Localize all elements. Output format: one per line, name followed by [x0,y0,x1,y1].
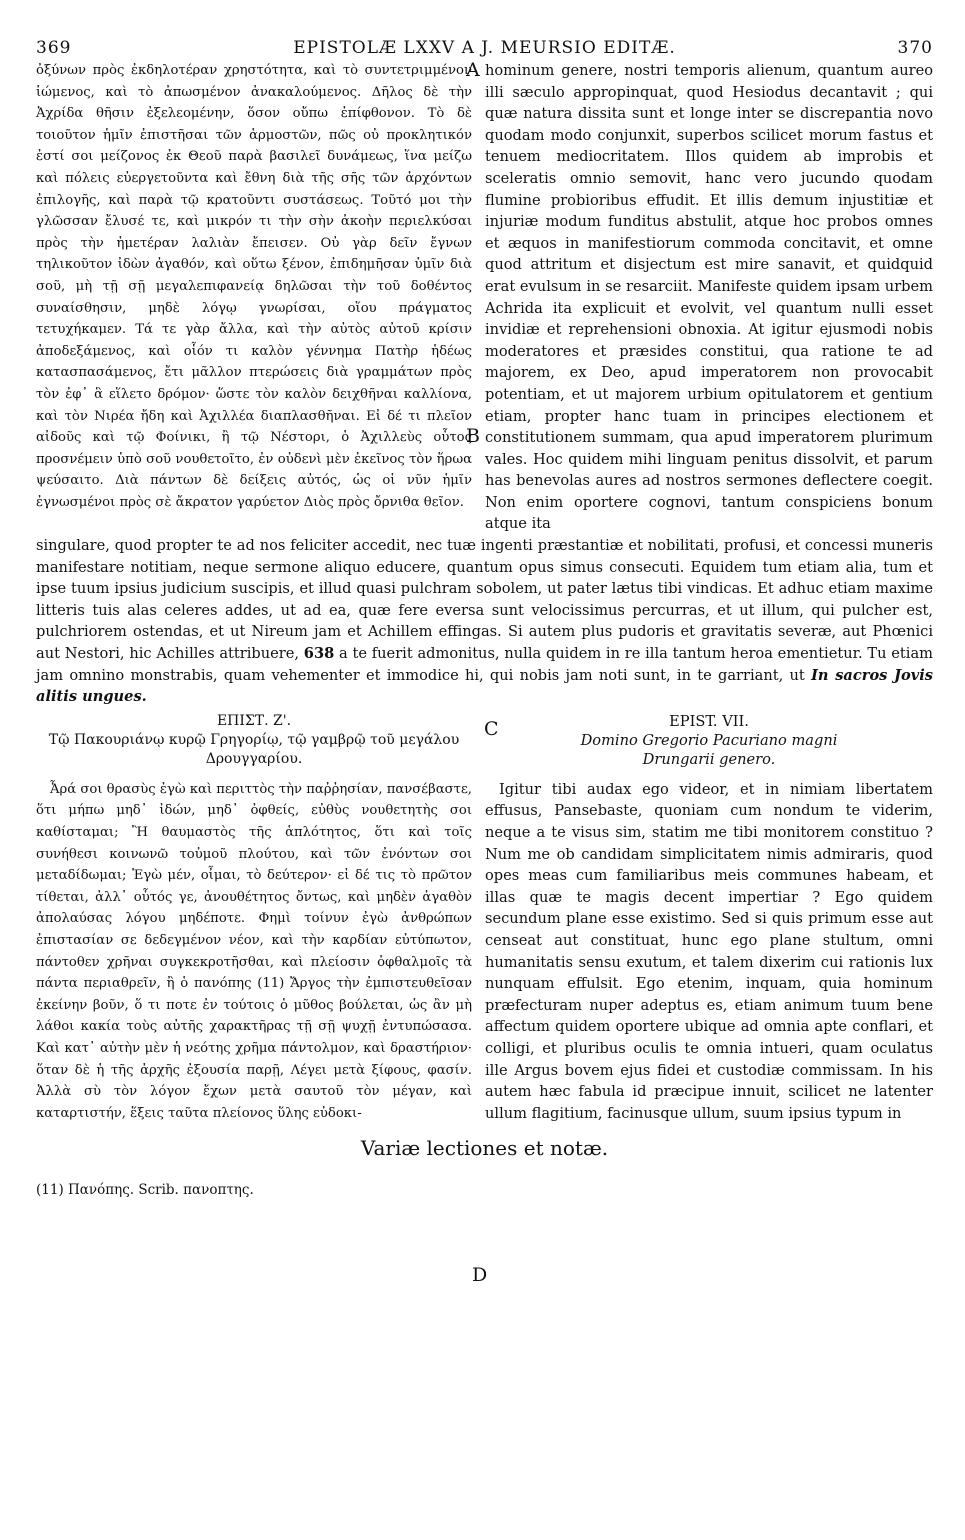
page [36,30,934,1286]
latin-heading [485,712,933,769]
greek-address: Τῷ Πακουριάνῳ κυρῷ Γρηγορίῳ, τῷ γαμβρῷ τοῦ μεγάλου Δρουγγαρίου. [48,731,460,767]
page-number-right: 370 [897,38,933,58]
greek-heading [36,712,472,769]
margin-marker-a: A [466,59,480,81]
page-number-left: 369 [36,38,72,58]
top-columns [36,60,933,535]
quotation: In sacros Jovis alitis ungues. [36,666,933,706]
column-number: 638 [303,645,335,663]
greek-column-top: ὀξύνων πρὸς ἐκδηλοτέραν χρηστότητα, καὶ τὸ συντετριμμένον ἰώμενος, καὶ τὸ ἀπωσμένον ἀνακαλούμενος. Δῆλος δὲ τὴν Ἀχρίδα θῆσιν ἐξελεομένην, ὅσον οὔπω ἐπίφθονον. Τὸ δὲ τοιοῦτον ἡμῖν ἐπιστῆσαι τῶν ἁρμοστῶν, πῶς οὐ προκλητικόν ἐστί σοι μείζονος ἐκ Θεοῦ παρὰ βασιλεῖ δυνάμεως, ἵνα μείζω καὶ πόλεις εὐεργετοῦντα καὶ ἔθνη διὰ τῆς σῆς τῶν ἀρχόντων ἐπιλογῆς, καὶ παρὰ τῷ κρατοῦντι συστάσεως. Τοῦτό μοι τὴν γλῶσσαν ἔλυσέ τε, καὶ μικρόν τι τὴν σὴν ἀκοὴν περιελκύσαι πρὸς τὴν ἡμετέραν λαλιὰν ἔπεισεν. Οὐ γὰρ δεῖν ἔγνων τηλικοῦτον ἰδὼν ἀγαθόν, καὶ οὕτω ξένον, ἐπιδημῆσαν ὑμῖν διὰ σοῦ, μὴ τῇ σῇ μεγαλεπιφανείᾳ δηλῶσαι τὴν τοῦ δοθέντος συναίσθησιν, μηδὲ λόγῳ γνωρίσαι, οἵου πράγματος τετυχήκαμεν. Τά τε γὰρ ἄλλα, καὶ τὴν αὐτὸς αὐτοῦ κρίσιν ἀποδεξάμενος, καὶ οἷόν τι καλὸν γέννημα Πατὴρ ἡδέως κατασπασάμενος, ἔτι μᾶλλον πτερώσεις διὰ γραμμάτων πρὸς τὸν ἐφ᾽ ἃ εἵλετο δρόμον· ὥστε τὸν καλὸν δειχθῆναι καλλίονα, καὶ τὸν Νιρέα ἤδη καὶ Ἀχιλλέα διαπλασθῆναι. Εἰ δέ τι πλεῖον αἰδοῦς καὶ τῷ Φοίνικι, ἢ τῷ Νέστορι, ὁ Ἀχιλλεὺς οὗτος προσνέμειν ὑπὸ σοῦ νουθετοῖτο, ἐν οὐδενὶ μὲν ἐκεῖνος τὸν ἥρωα ψεύσαιτο. Διὰ πάντων δὲ δείξεις αὐτός, ὡς οἱ νῦν ἡμῖν ἐγνωσμένοι πρὸς σὲ ἄκρατον γαρύετον Διὸς πρὸς ὄρνιθα θεῖον. [36,63,472,510]
notes-title: Variæ lectiones et notæ. [360,1136,609,1161]
latin-column-top [466,59,933,535]
footnote-11: (11) Πανόπης. Scrib. πανοπτης. [36,1182,254,1199]
greek-letter-text: Ἆρά σοι θρασὺς ἐγὼ καὶ περιττὸς τὴν παῤῥησίαν, πανσέβαστε, ὅτι μήπω μηδ᾽ ἰδών, μηδ᾽ ὀφθείς, εὐθὺς νουθετητὴς σοι καθίσταμαι; Ἢ θαυμαστὸς τῆς ἁπλότητος, ὅτι καὶ τοῖς συνήθεσι κοινωνῶ τοὐμοῦ πλούτου, καὶ τῶν ἐνόντων σοι μεταδίδωμαι; Ἐγὼ μέν, οἶμαι, τὸ δεύτερον· εἰ δέ τις τὸ πρῶτον τίθεται, ἀλλ᾽ οὗτός γε, ἀνουθέτητος ὄντως, καὶ μηδὲν ἀγαθὸν ἀπολαύσας λόγου μηδέποτε. Φημὶ τοίνυν ἐγὼ ἀνθρώπων ἐπιστασίαν σε δεδεγμένον νέον, καὶ τὴν καρδίαν εὐτύπωτον, πάντοθεν χρῆναι συγκεκροτῆσθαι, καὶ πλείοσιν ὀφθαλμοῖς τὰ πάντα περιαθρεῖν, ἢ ὁ πανόπης (11) Ἄργος τὴν ἐμπιστευθεῖσαν ἐκείνην βοῦν, ὅ τι ποτε ἐν τούτοις ὁ μῦθος βούλεται, ὡς ἂν μὴ λάθοι κακία τοὺς αὐτῆς χαρακτῆρας τῇ σῇ ψυχῇ ἐντυπώσασα. Καὶ κατ᾽ αὐτὴν μὲν ἡ νεότης χρῆμα πάντολμον, καὶ δραστήριον· ὅταν δὲ ἡ τῆς ἀρχῆς ἐξουσία παρῇ, Λέγει μετὰ ξίφους, φασίν. Ἀλλὰ σὺ τὸν λόγον ἔχων μετὰ σαυτοῦ τὸν μέγαν, καὶ καταρτιστήν, ἕξεις ταῦτα πλείονος ὕλης εὐδοκι- [36,781,472,1121]
running-title: EPISTOLÆ LXXV A J. MEURSIO EDITÆ. [293,38,676,58]
full-width-latin [36,535,933,708]
full-width-text-after: a te fuerit admonitus, nulla quidem in re illa tantum heroa ementietur. Tu etiam jam omnino monstrabis, quam vehementer et immodice hi, qui nobis jam noti sunt, in te garriant, ut [36,645,934,684]
latin-text-top: hominum genere, nostri temporis alienum, quantum aureo illi sæculo appropinquat, quod Hesiodus decantavit ; qui quæ natura dissita sunt et longe inter se discrepantia novo quodam modo conjunxit, superbos scilicet morum fastus et tenuem mediocritatem. Illos quidem ab improbis et sceleratis omnio semovit, hanc vero jucundo quodam flumine probioribus effudit. Et illis demum injustitiæ et injuriæ modum funditus abstulit, atque hoc probos omnes et æquos in manifestiorum commoda concitavit, et omne quod attritum et disjectum est mire sanavit, et quidquid erat evulsum in se resarciit. Manifeste quidem ipsam urbem Achrida ita explicuit et evolvit, vel quantum nulli esset invidiæ et reprehensioni obnoxia. At igitur ejusmodi nobis moderatores et præsides constitui, qua ratione te ad majorem, ex Deo, apud imperatorem non provocabit potentiam, et ut majorem urbium opitulatorem et gentium etiam, propter hanc tuam in principes electionem et constitutionem summam, qua apud imperatorem plurimum vales. Hoc quidem mihi linguam penitus dissolvit, et parum has benevolas aures ad nostros sermones deflectere coegit. Non enim oportere cognovi, tantum conspiciens bonum atque ita [485,62,933,533]
latin-address-line1: Domino Gregorio Pacuriano magni [580,731,838,749]
margin-marker-c: C [484,717,499,740]
epistle-headings [36,712,933,769]
full-width-text-before: singulare, quod propter te ad nos feliciter accedit, nec tuæ ingenti præstantiæ et nobilitati, profusi, et concessi muneris manifestare notitiam, neque sermone aliquo educere, quantum opus simus consecuti. Equidem tum etiam alia, tum et ipse tuum ipsius judicium suscipis, et illud quasi pulchram sobolem, ut pater lætus tibi vindicas. Et adhuc etiam maxime litteris tuis alas celeres addes, ut ad ea, quæ fere eversa sunt velocissimus percurras, et ut illum, qui pulcher est, pulchriorem ostendas, et ut Nireum jam et Achillem effingas. Si autem plus pudoris et gravitatis severæ, aut Phœnici aut Nestori, hic Achilles attribuere, [36,537,933,663]
latin-letter-text: Igitur tibi audax ego videor, et in nimiam libertatem effusus, Pansebaste, quoniam cum nondum te viderim, neque a te visus sim, statim me tibi monitorem constituo ? Num me ob candidam simplicitatem nimis admiraris, quod opes meas cum familiaribus meis communes habeam, et illas quæ te magis decent impertiar ? Ego quidem secundum plane esse existimo. Sed si quis primum esse aut censeat aut constituat, hunc ego plane stultum, omni humanitatis sensu exutum, et talem dixerim cui rationis lux nunquam effulsit. Ego etenim, inquam, quia hominum præfecturam nuper adeptus es, etiam animum tuum bene affectum quidem oportere ubique ad omnia apte conflari, et colligi, et pluribus oculis te omnia intueri, quam oculatus ille Argus bovem ejus fidei et custodiæ commissam. In his autem hæc fabula id præcipue innuit, scilicet ne latenter ullum flagitium, facinusque ullum, suum ipsius typum in [485,780,933,1122]
margin-marker-b: B [466,425,480,447]
margin-marker-d: D [472,1263,488,1286]
latin-address-line2: Drungarii genero. [642,750,776,768]
latin-epistle-number: EPIST. VII. [669,712,749,730]
greek-epistle-number: ΕΠΙΣΤ. Ζ'. [216,712,292,729]
running-header [36,30,933,60]
